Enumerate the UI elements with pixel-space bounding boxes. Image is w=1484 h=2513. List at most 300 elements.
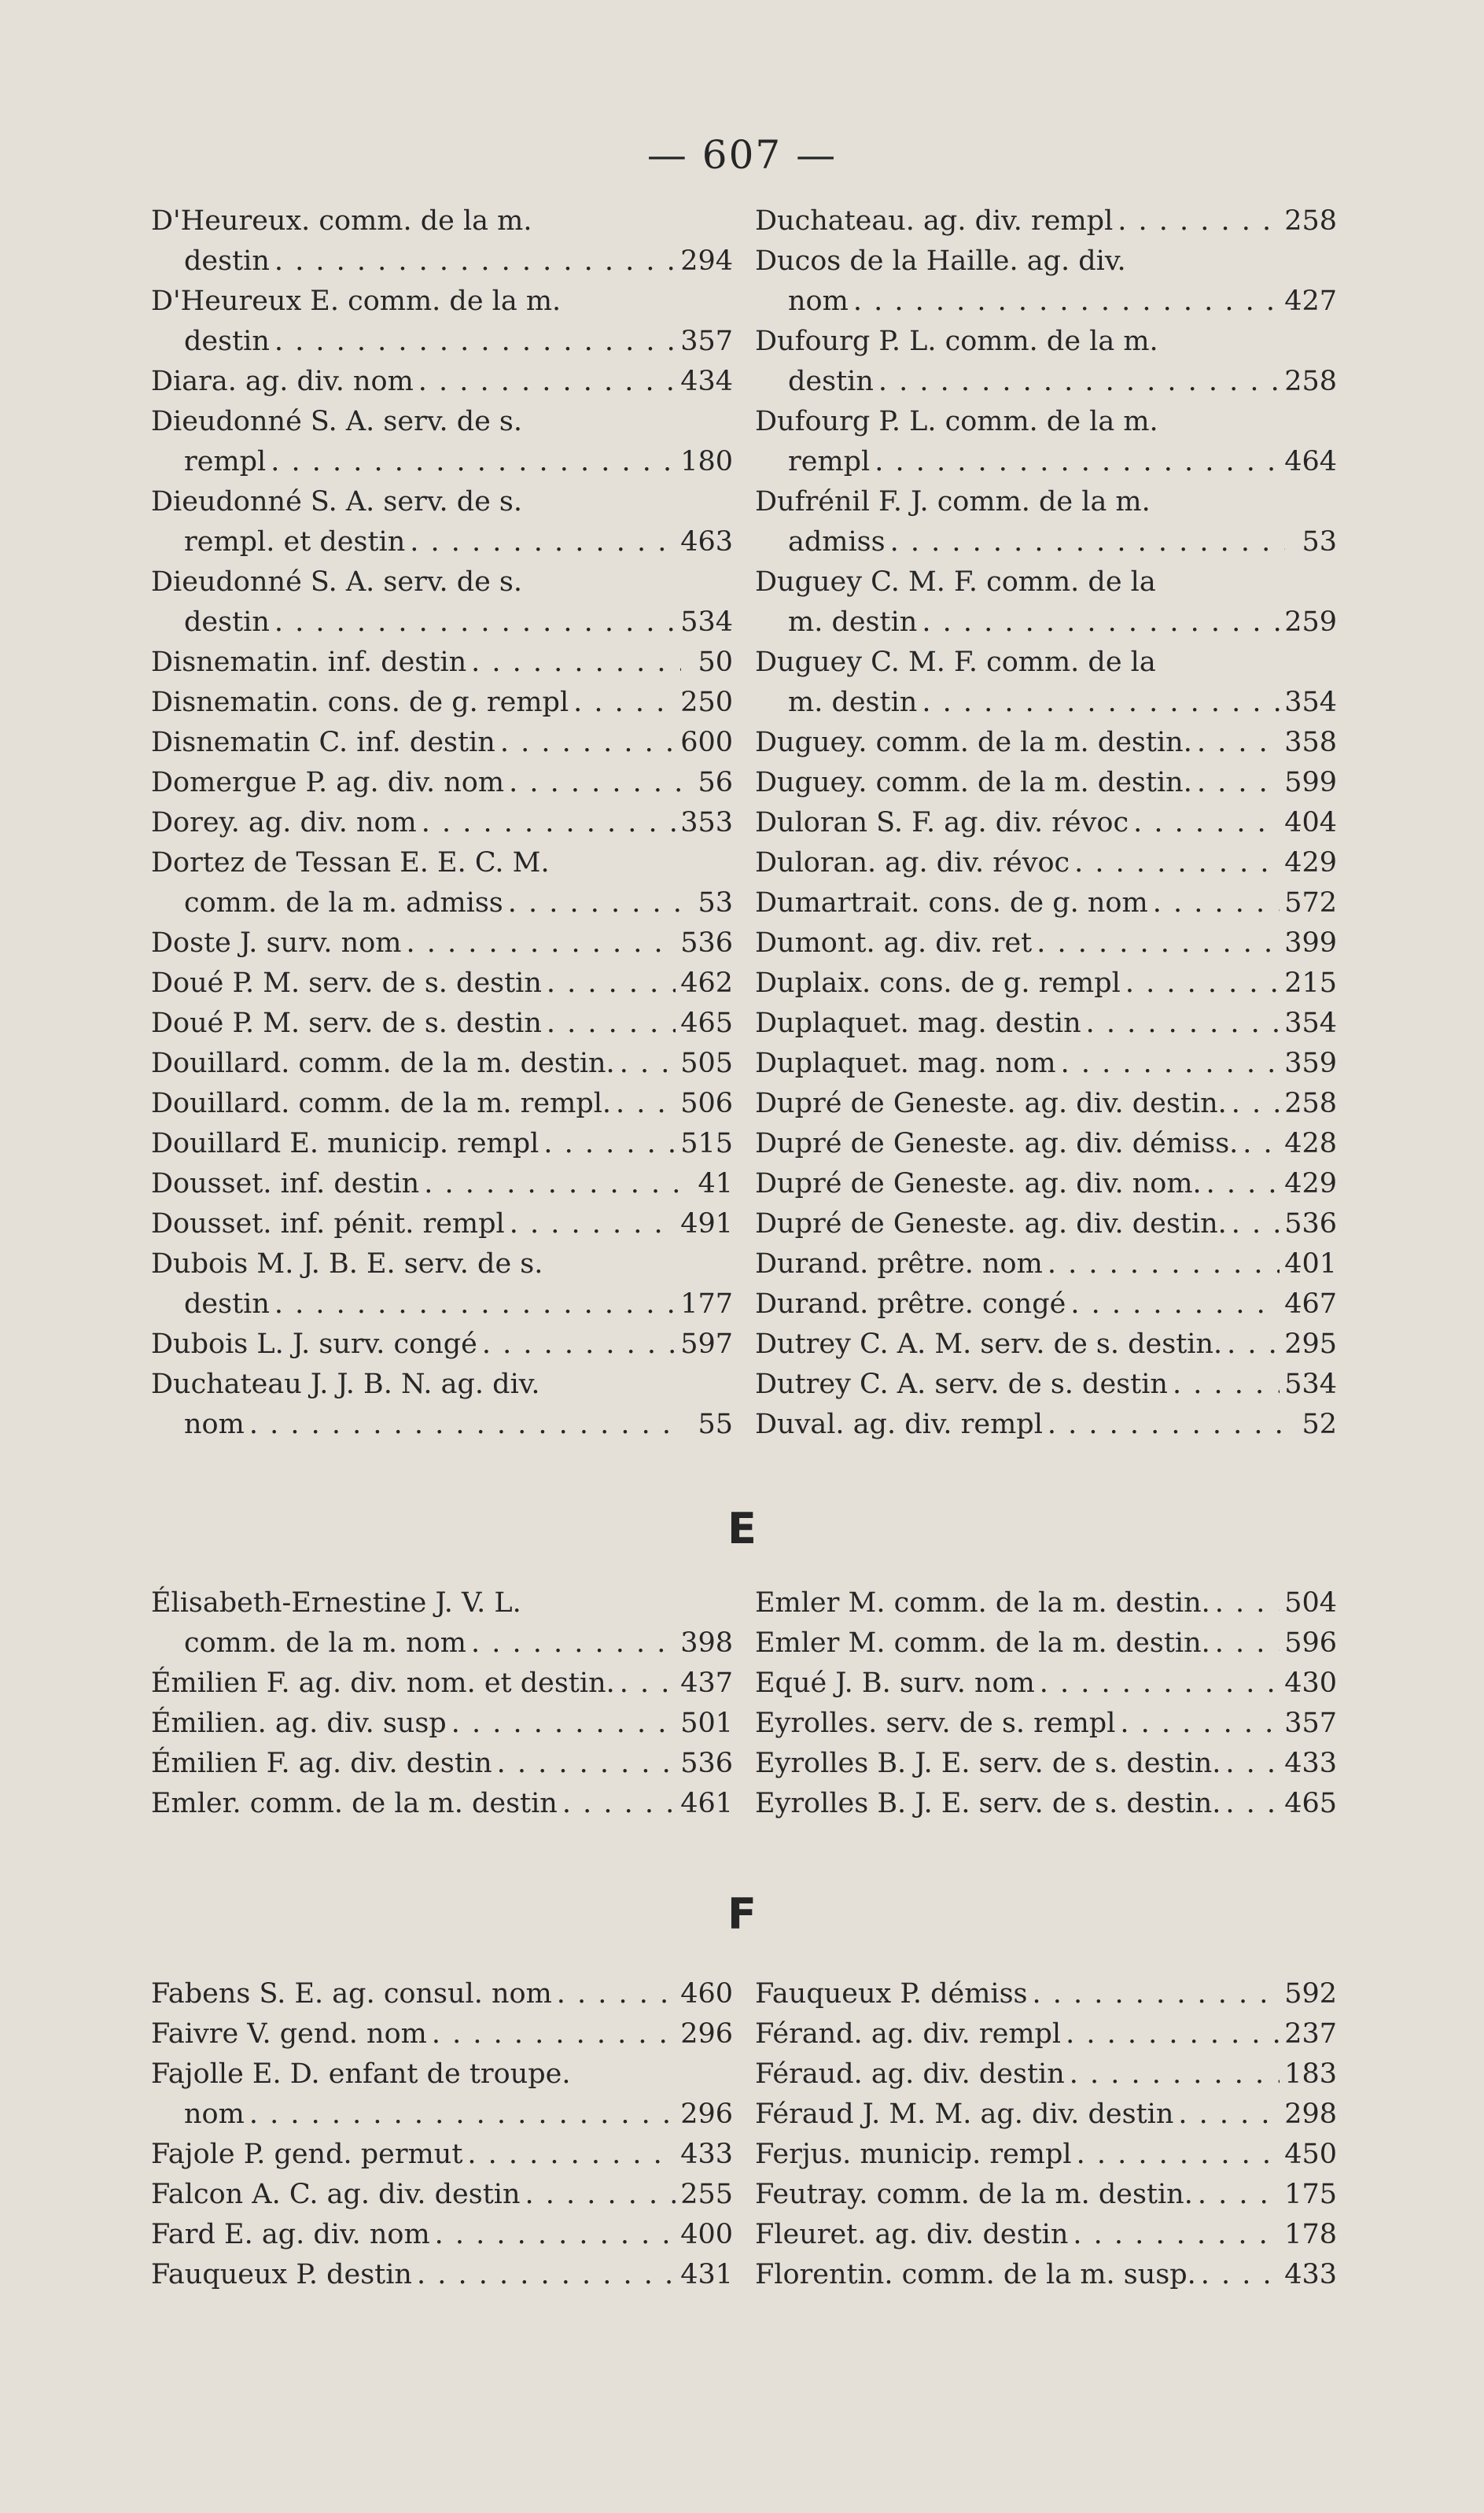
page-reference: 250 [680, 687, 733, 718]
index-entry [755, 1664, 1337, 1704]
dot-leader [1125, 964, 1280, 1004]
dot-leader [271, 442, 676, 482]
index-entry [151, 2054, 733, 2135]
page-reference: 258 [1284, 366, 1337, 397]
index-entry [755, 241, 1337, 322]
entry-text: Dumont. ag. div. ret [755, 927, 1033, 959]
index-entry [755, 1744, 1337, 1784]
page-reference: 430 [1284, 1667, 1337, 1699]
dot-leader [422, 803, 676, 843]
dot-leader [1066, 2014, 1280, 2054]
page-reference: 463 [680, 526, 733, 558]
entry-text: destin [184, 245, 270, 277]
entry-row [151, 1084, 733, 1124]
page-reference: 536 [1284, 1208, 1337, 1240]
page-reference: 536 [680, 1748, 733, 1779]
entry-text: destin [184, 326, 270, 357]
entry-row [755, 442, 1337, 482]
page-reference: 215 [1284, 967, 1337, 999]
dot-leader [1201, 2255, 1280, 2295]
dot-leader [1178, 2095, 1280, 2135]
entry-text: Emler. comm. de la m. destin [151, 1788, 558, 1819]
dot-leader [1086, 1004, 1280, 1044]
index-entry [151, 2014, 733, 2054]
entry-row [755, 1044, 1337, 1084]
entry-text: Duguey. comm. de la m. destin. [755, 767, 1192, 798]
dot-leader [510, 1204, 676, 1244]
page-reference: 599 [1284, 767, 1337, 798]
page-reference: 177 [680, 1288, 733, 1320]
page-reference: 53 [698, 887, 733, 919]
entry-text: Faivre V. gend. nom [151, 2018, 427, 2050]
entry-row [151, 1405, 733, 1445]
entry-name: Dieudonné S. A. serv. de s. [151, 486, 523, 518]
entry-row [755, 2014, 1337, 2054]
dot-leader [1070, 2054, 1280, 2095]
entry-row [151, 2215, 733, 2255]
index-entry [755, 1623, 1337, 1664]
dot-leader [616, 1084, 676, 1124]
page-reference: 429 [1284, 847, 1337, 879]
index-entry [755, 2054, 1337, 2095]
entry-row [755, 1325, 1337, 1365]
entry-row [151, 241, 733, 282]
page-number: — 607 — [646, 132, 838, 178]
entry-text: Douillard E. municip. rempl [151, 1128, 539, 1159]
entry-name: Fajolle E. D. enfant de troupe. [151, 2058, 571, 2090]
entry-name: Ducos de la Haille. ag. div. [755, 245, 1126, 277]
entry-row [755, 683, 1337, 723]
dot-leader [1215, 1583, 1280, 1623]
index-entry [151, 2255, 733, 2295]
entry-row [151, 442, 733, 482]
entry-text: Dupré de Geneste. ag. div. destin. [755, 1208, 1227, 1240]
entry-row [755, 1583, 1337, 1623]
entry-text: Domergue P. ag. div. nom [151, 767, 505, 798]
entry-text: Disnematin. cons. de g. rempl [151, 687, 569, 718]
entry-row [755, 1004, 1337, 1044]
dot-leader [497, 1744, 676, 1784]
entry-name: Duchateau J. J. B. N. ag. div. [151, 1369, 540, 1400]
index-entry [755, 1284, 1337, 1325]
entry-row [755, 883, 1337, 923]
page-reference: 56 [698, 767, 733, 798]
page-reference: 298 [1284, 2098, 1337, 2130]
index-entry [755, 402, 1337, 482]
entry-name: Duguey C. M. F. comm. de la [755, 566, 1156, 598]
entry-row [755, 602, 1337, 643]
page-reference: 178 [1284, 2219, 1337, 2250]
index-entry [151, 1044, 733, 1084]
entry-row [755, 1365, 1337, 1405]
entry-text: Emler M. comm. de la m. destin. [755, 1627, 1210, 1659]
index-entry [755, 2215, 1337, 2255]
page-reference: 465 [680, 1008, 733, 1039]
entry-row [151, 1623, 733, 1664]
entry-text: Fleuret. ag. div. destin [755, 2219, 1069, 2250]
entry-row [755, 1974, 1337, 2014]
entry-text: Fauqueux P. démiss [755, 1978, 1028, 2010]
dot-leader [1225, 1784, 1280, 1824]
index-entry [755, 1164, 1337, 1204]
dot-leader [471, 1623, 676, 1664]
dot-leader [890, 522, 1285, 562]
entry-text: Doué P. M. serv. de s. destin [151, 1008, 542, 1039]
dot-leader [274, 602, 676, 643]
dot-leader [508, 883, 681, 923]
dot-leader [435, 2215, 676, 2255]
entry-text: Fajole P. gend. permut [151, 2139, 463, 2170]
dot-leader [1070, 1284, 1280, 1325]
page-reference: 50 [698, 647, 733, 678]
entry-text: Dumartrait. cons. de g. nom [755, 887, 1148, 919]
entry-row [151, 723, 733, 763]
dot-leader [451, 1704, 676, 1744]
entry-row [151, 1124, 733, 1164]
entry-row [151, 1044, 733, 1084]
page-reference: 491 [680, 1208, 733, 1240]
entry-text: Émilien F. ag. div. nom. et destin. [151, 1667, 615, 1699]
index-entry [755, 2135, 1337, 2175]
dot-leader [1197, 723, 1280, 763]
page-reference: 461 [680, 1788, 733, 1819]
page-reference: 460 [680, 1978, 733, 2010]
page-reference: 358 [1284, 727, 1337, 758]
dot-leader [543, 1124, 676, 1164]
entry-row [755, 1084, 1337, 1124]
entry-text: Dorey. ag. div. nom [151, 807, 417, 838]
entry-row [755, 1744, 1337, 1784]
entry-text: Florentin. comm. de la m. susp. [755, 2259, 1196, 2290]
dot-leader [406, 923, 676, 964]
entry-text: nom [184, 2098, 245, 2130]
entry-text: nom [788, 286, 849, 317]
page-reference: 295 [1284, 1328, 1337, 1360]
page-reference: 255 [680, 2179, 733, 2210]
entry-name: Élisabeth-Ernestine J. V. L. [151, 1587, 521, 1619]
entry-row [151, 964, 733, 1004]
entry-row [755, 1244, 1337, 1284]
page-reference: 175 [1284, 2179, 1337, 2210]
dot-leader [1077, 2135, 1280, 2175]
entry-text: Fard E. ag. div. nom [151, 2219, 430, 2250]
dot-leader [432, 2014, 676, 2054]
entry-text: Dutrey C. A. serv. de s. destin [755, 1369, 1168, 1400]
entry-text: Dousset. inf. pénit. rempl [151, 1208, 505, 1240]
entry-text: Férand. ag. div. rempl [755, 2018, 1062, 2050]
dot-leader [274, 322, 676, 362]
entry-text: Duloran. ag. div. révoc [755, 847, 1070, 879]
entry-row [151, 1664, 733, 1704]
page-reference: 427 [1284, 286, 1337, 317]
index-entry [151, 1583, 733, 1664]
dot-leader [525, 2175, 676, 2215]
dot-leader [410, 522, 676, 562]
index-entry [151, 1084, 733, 1124]
entry-row [755, 2255, 1337, 2295]
dot-leader [1133, 803, 1280, 843]
entry-text: Diara. ag. div. nom [151, 366, 414, 397]
page-reference: 237 [1284, 2018, 1337, 2050]
index-entry [151, 964, 733, 1004]
page-reference: 433 [680, 2139, 733, 2170]
dot-leader [482, 1325, 676, 1365]
entry-row [755, 282, 1337, 322]
dot-leader [878, 362, 1280, 402]
index-entry [755, 322, 1337, 402]
entry-row [755, 803, 1337, 843]
entry-name: Dubois M. J. B. E. serv. de s. [151, 1248, 543, 1280]
entry-row [755, 522, 1337, 562]
page-reference: 258 [1284, 205, 1337, 237]
dot-leader [1048, 1244, 1280, 1284]
entry-row [755, 2095, 1337, 2135]
entry-row [755, 201, 1337, 241]
entry-row [151, 643, 733, 683]
entry-text: destin [184, 606, 270, 638]
entry-row [151, 923, 733, 964]
entry-text: Duchateau. ag. div. rempl [755, 205, 1114, 237]
page-reference: 55 [698, 1409, 733, 1440]
entry-text: destin [788, 366, 874, 397]
entry-name: Dieudonné S. A. serv. de s. [151, 566, 523, 598]
index-entry [755, 562, 1337, 643]
entry-row [755, 923, 1337, 964]
dot-leader [424, 1164, 681, 1204]
index-entry [755, 2175, 1337, 2215]
entry-text: Eyrolles. serv. de s. rempl [755, 1708, 1116, 1739]
index-entry [151, 683, 733, 723]
index-entry [755, 1704, 1337, 1744]
entry-row [755, 1204, 1337, 1244]
entry-name: Dufrénil F. J. comm. de la m. [755, 486, 1151, 518]
entry-text: Duloran S. F. ag. div. révoc [755, 807, 1129, 838]
dot-leader [557, 1974, 676, 2014]
page-reference: 506 [680, 1088, 733, 1119]
index-entry [151, 843, 733, 923]
index-entry [151, 562, 733, 643]
index-entry [151, 1004, 733, 1044]
dot-leader [547, 964, 676, 1004]
entry-text: Duval. ag. div. rempl [755, 1409, 1043, 1440]
entry-row [151, 2175, 733, 2215]
entry-row [755, 1623, 1337, 1664]
entry-row [151, 803, 733, 843]
entry-row [755, 763, 1337, 803]
entry-text: Falcon A. C. ag. div. destin [151, 2179, 521, 2210]
page-reference: 536 [680, 927, 733, 959]
page-reference: 296 [680, 2098, 733, 2130]
dot-leader [249, 1405, 681, 1445]
entry-row [151, 1284, 733, 1325]
entry-text: Doué P. M. serv. de s. destin [151, 967, 542, 999]
entry-row [755, 1284, 1337, 1325]
entry-text: Émilien. ag. div. susp [151, 1708, 447, 1739]
page-reference: 433 [1284, 1748, 1337, 1779]
page-reference: 400 [680, 2219, 733, 2250]
page-reference: 53 [1302, 526, 1337, 558]
index-entry [151, 723, 733, 763]
left-column [151, 1583, 733, 1824]
entry-row [755, 964, 1337, 1004]
dot-leader [620, 1044, 676, 1084]
left-column [151, 201, 733, 1445]
index-entry [755, 1325, 1337, 1365]
index-entry [755, 964, 1337, 1004]
index-entry [755, 1405, 1337, 1445]
entry-name: Dieudonné S. A. serv. de s. [151, 406, 523, 437]
index-entry [755, 201, 1337, 241]
entry-text: Dupré de Geneste. ag. div. destin. [755, 1088, 1227, 1119]
page-reference: 592 [1284, 1978, 1337, 2010]
entry-name: D'Heureux E. comm. de la m. [151, 286, 562, 317]
page-reference: 534 [1284, 1369, 1337, 1400]
page-reference: 41 [698, 1168, 733, 1199]
index-entry [151, 2215, 733, 2255]
page-reference: 183 [1284, 2058, 1337, 2090]
entry-row [151, 322, 733, 362]
index-entry [755, 1974, 1337, 2014]
entry-name: Duguey C. M. F. comm. de la [755, 647, 1156, 678]
page-reference: 357 [1284, 1708, 1337, 1739]
page-reference: 437 [680, 1667, 733, 1699]
entry-text: Dupré de Geneste. ag. div. démiss. [755, 1128, 1239, 1159]
index-entry [755, 1583, 1337, 1623]
dot-leader [1227, 1325, 1280, 1365]
index-entry [151, 1704, 733, 1744]
page-reference: 505 [680, 1048, 733, 1079]
entry-row [151, 1704, 733, 1744]
entry-text: nom [184, 1409, 245, 1440]
index-entry [151, 402, 733, 482]
entry-row [151, 1974, 733, 2014]
dot-leader [875, 442, 1280, 482]
entry-name: Dufourg P. L. comm. de la m. [755, 326, 1158, 357]
dot-leader [1048, 1405, 1285, 1445]
dot-leader [620, 1664, 676, 1704]
entry-row [151, 1204, 733, 1244]
page-reference: 429 [1284, 1168, 1337, 1199]
index-entry [151, 201, 733, 282]
entry-text: admiss [788, 526, 886, 558]
entry-text: Douillard. comm. de la m. rempl. [151, 1088, 612, 1119]
dot-leader [500, 723, 676, 763]
section-letter-e: E [727, 1504, 757, 1553]
entry-row [755, 2175, 1337, 2215]
dot-leader [922, 683, 1280, 723]
entry-row [755, 1664, 1337, 1704]
entry-text: Duplaquet. mag. nom [755, 1048, 1056, 1079]
entry-text: rempl [788, 446, 871, 477]
entry-text: Feutray. comm. de la m. destin. [755, 2179, 1193, 2210]
index-entry [151, 1164, 733, 1204]
dot-leader [1215, 1623, 1280, 1664]
entry-text: comm. de la m. nom [184, 1627, 466, 1659]
dot-leader [1153, 883, 1280, 923]
index-entry [755, 923, 1337, 964]
index-entry [755, 1084, 1337, 1124]
entry-name: D'Heureux. comm. de la m. [151, 205, 532, 237]
dot-leader [922, 602, 1280, 643]
dot-leader [1232, 1204, 1280, 1244]
index-entry [755, 763, 1337, 803]
index-entry [151, 482, 733, 562]
dot-leader [1074, 843, 1280, 883]
dot-leader [1037, 923, 1280, 964]
entry-row [755, 1164, 1337, 1204]
right-column [755, 201, 1337, 1445]
entry-row [755, 723, 1337, 763]
dot-leader [573, 683, 676, 723]
page-reference: 259 [1284, 606, 1337, 638]
entry-row [151, 683, 733, 723]
index-entry [755, 1004, 1337, 1044]
entry-text: Fauqueux P. destin [151, 2259, 412, 2290]
index-entry [151, 1244, 733, 1325]
page-reference: 431 [680, 2259, 733, 2290]
right-column [755, 1974, 1337, 2295]
entry-text: Féraud J. M. M. ag. div. destin [755, 2098, 1174, 2130]
index-entry [755, 883, 1337, 923]
entry-text: Fabens S. E. ag. consul. nom [151, 1978, 552, 2010]
entry-text: m. destin [788, 687, 918, 718]
page-reference: 258 [1284, 1088, 1337, 1119]
index-entry [151, 1325, 733, 1365]
entry-text: rempl. et destin [184, 526, 406, 558]
page-reference: 596 [1284, 1627, 1337, 1659]
entry-row [151, 602, 733, 643]
page-reference: 434 [680, 366, 733, 397]
dot-leader [1225, 1744, 1280, 1784]
entry-text: Disnematin C. inf. destin [151, 727, 495, 758]
index-entry [151, 1365, 733, 1445]
entry-text: Duguey. comm. de la m. destin. [755, 727, 1192, 758]
entry-row [151, 1004, 733, 1044]
dot-leader [417, 2255, 676, 2295]
entry-text: Disnematin. inf. destin [151, 647, 467, 678]
index-entry [151, 362, 733, 402]
page-reference: 450 [1284, 2139, 1337, 2170]
page-reference: 52 [1302, 1409, 1337, 1440]
dot-leader [1197, 763, 1280, 803]
entry-row [755, 2054, 1337, 2095]
entry-text: destin [184, 1288, 270, 1320]
dot-leader [1040, 1664, 1280, 1704]
page-reference: 467 [1284, 1288, 1337, 1320]
page-reference: 464 [1284, 446, 1337, 477]
page-reference: 572 [1284, 887, 1337, 919]
dot-leader [547, 1004, 676, 1044]
page-reference: 404 [1284, 807, 1337, 838]
dot-leader [1232, 1084, 1280, 1124]
entry-text: Durand. prêtre. nom [755, 1248, 1043, 1280]
entry-row [151, 763, 733, 803]
dot-leader [1206, 1164, 1280, 1204]
index-entry [755, 2014, 1337, 2054]
index-entry [755, 1244, 1337, 1284]
page-reference: 600 [680, 727, 733, 758]
entry-text: Emler M. comm. de la m. destin. [755, 1587, 1210, 1619]
entry-text: Dutrey C. A. M. serv. de s. destin. [755, 1328, 1223, 1360]
page-reference: 354 [1284, 1008, 1337, 1039]
entry-row [151, 522, 733, 562]
dot-leader [509, 763, 681, 803]
entry-row [755, 362, 1337, 402]
dot-leader [1173, 1365, 1280, 1405]
entry-text: Durand. prêtre. congé [755, 1288, 1066, 1320]
dot-leader [853, 282, 1280, 322]
page-reference: 353 [680, 807, 733, 838]
